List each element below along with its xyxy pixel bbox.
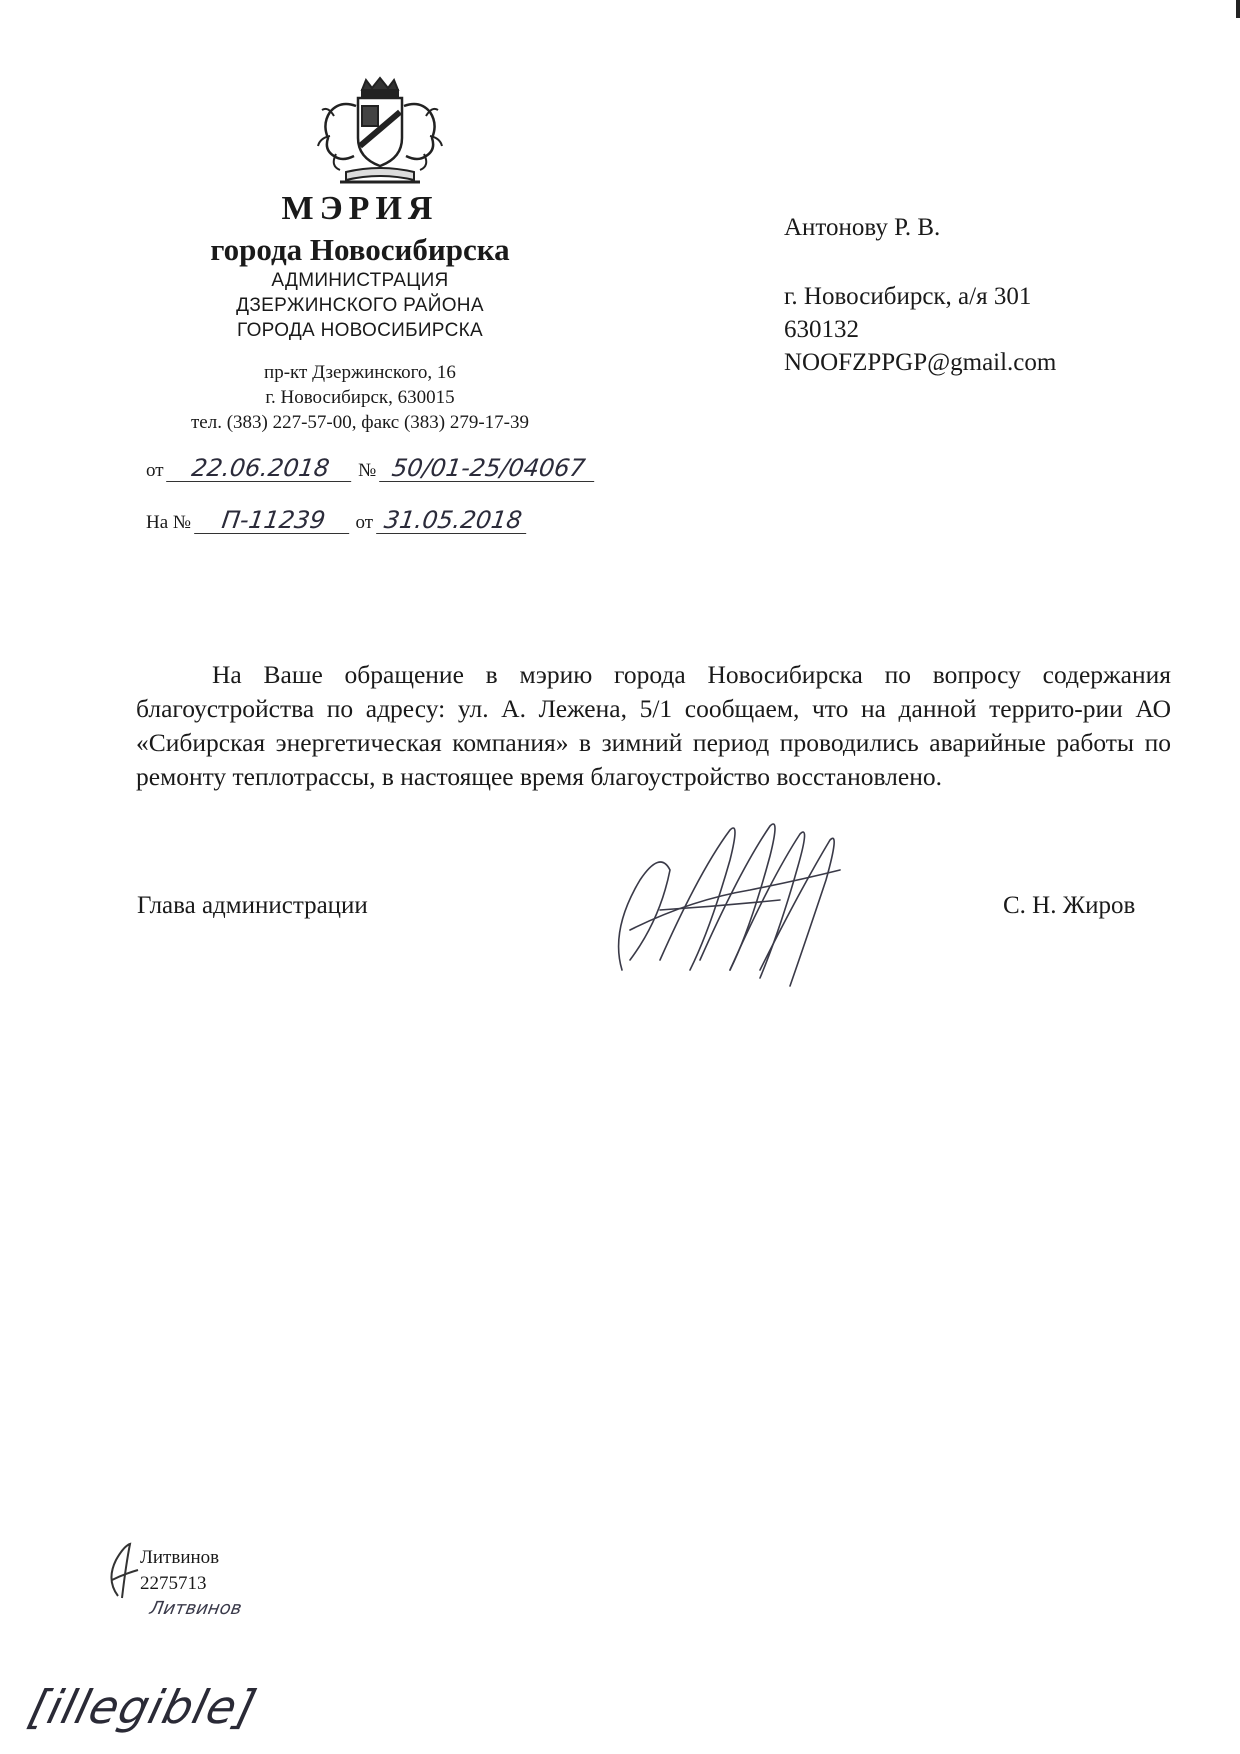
signatory-title: Глава администрации — [137, 892, 368, 919]
handwritten-note: [illegible] — [23, 1680, 263, 1734]
recipient-email: NOOFZPPGP@gmail.com — [784, 349, 1057, 376]
recipient-address: г. Новосибирск, а/я 301 — [784, 283, 1032, 310]
reference-number: П-11239 — [194, 507, 353, 534]
date-label: от — [146, 460, 164, 481]
street-address: пр-кт Дзержинского, 16 — [264, 362, 456, 383]
administration-line: АДМИНИСТРАЦИЯ — [271, 270, 449, 291]
scan-edge-mark — [1236, 0, 1240, 18]
district-line: ДЗЕРЖИНСКОГО РАЙОНА — [236, 295, 484, 316]
phone-fax: тел. (383) 227-57-00, факс (383) 279-17-39 — [190, 412, 530, 433]
reference-date-label: от — [355, 512, 374, 533]
outgoing-number: 50/01-25/04067 — [379, 455, 598, 482]
reference-label: На № — [146, 512, 192, 533]
number-label: № — [358, 460, 377, 481]
outgoing-date: 22.06.2018 — [166, 455, 355, 482]
city-coat-of-arms-icon — [300, 76, 460, 194]
executor-name: Литвинов — [140, 1547, 220, 1568]
city-line: ГОРОДА НОВОСИБИРСКА — [237, 320, 483, 341]
letter-body: На Ваше обращение в мэрию города Новосибирска по вопросу содержания благоустройства по адресу: ул. А. Лежена, 5/1 сообщаем, что на данной террито-рии АО «Сибирская энергетическая компания» в зимний период проводились аварийные работы по ремонту теплотрассы, в настоящее время благоустройство восстановлено. — [136, 660, 1171, 791]
signatory-name: С. Н. Жиров — [1003, 892, 1136, 919]
registration-row — [146, 455, 596, 482]
reference-row — [146, 507, 528, 534]
reference-date: 31.05.2018 — [376, 507, 530, 534]
mayor-office-title: МЭРИЯ — [281, 190, 439, 227]
recipient-name: Антонову Р. В. — [784, 214, 941, 241]
executor-phone: 2275713 — [140, 1573, 207, 1594]
city-name: города Новосибирска — [210, 232, 510, 267]
executor-initial-mark-icon — [98, 1540, 143, 1600]
executor-handwritten-name: Литвинов — [148, 1598, 244, 1619]
recipient-zip: 630132 — [784, 316, 859, 343]
city-postcode: г. Новосибирск, 630015 — [265, 387, 455, 408]
handwritten-signature-icon — [600, 810, 880, 990]
